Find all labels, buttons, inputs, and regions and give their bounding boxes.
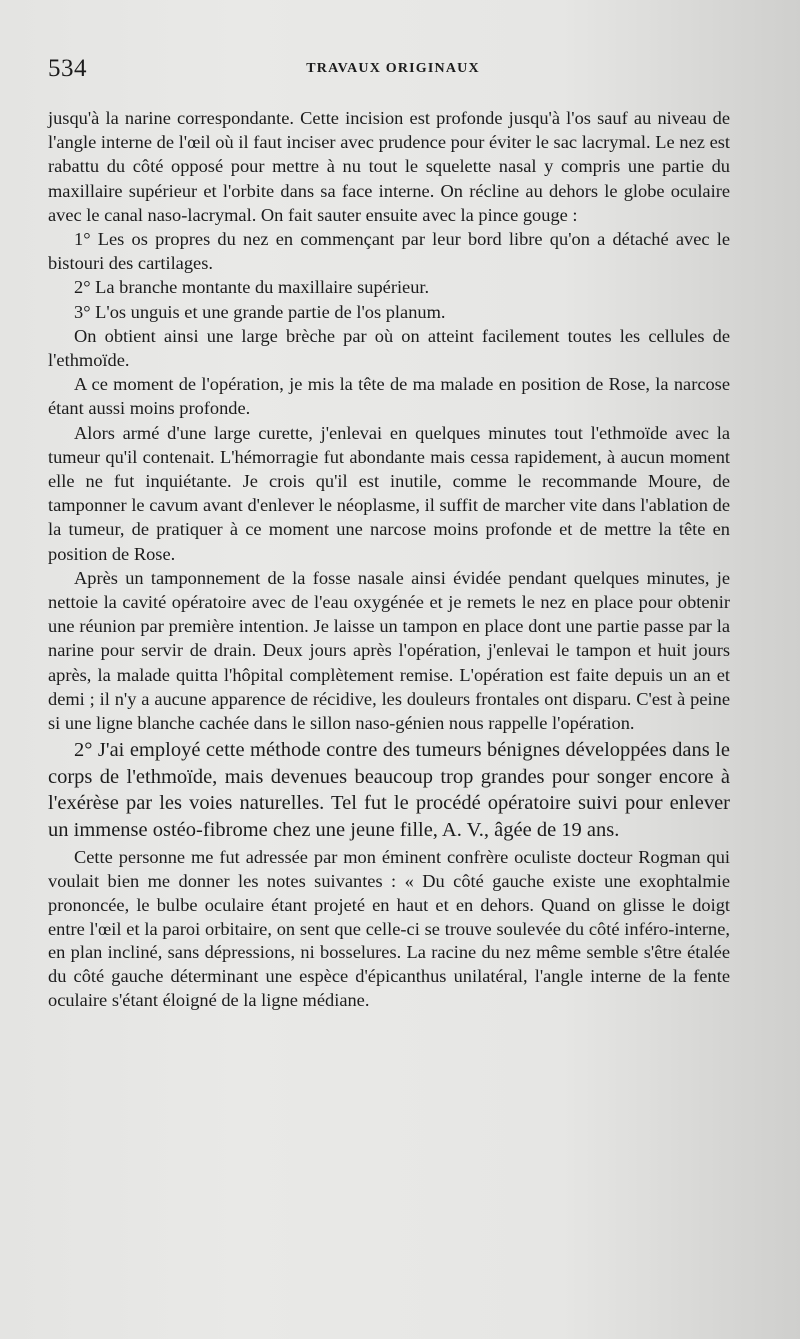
text-block-method xyxy=(48,737,730,843)
paragraph: 2° J'ai employé cette méthode contre des tumeurs bénignes développées dans le corps de l'ethmoïde, mais devenues beaucoup trop grandes pour songer encore à l'exérèse par les voies naturelles. Tel fut le procédé opératoire suivi pour enlever un immense ostéo-fibrome chez une jeune fille, A. V., âgée de 19 ans. xyxy=(48,739,730,841)
paragraph: Après un tamponnement de la fosse nasale ainsi évidée pendant quelques minutes, je nettoie la cavité opératoire avec de l'eau oxygénée et je remets le nez en place pour obtenir une réunion par première intention. Je laisse un tampon en place dont une partie passe par la narine pour servir de drain. Deux jours après l'opération, j'enlevai le tampon et huit jours après, la malade quitta l'hôpital complètement remise. L'opération est faite depuis un an et demi ; il n'y a aucune apparence de récidive, les douleurs frontales ont disparu. C'est à peine si une ligne blanche cachée dans le sillon naso-génien nous rappelle l'opération. xyxy=(48,567,730,734)
paragraph: 3° L'os unguis et une grande partie de l'os planum. xyxy=(74,301,446,322)
paragraph: A ce moment de l'opération, je mis la tête de ma malade en position de Rose, la narcose étant aussi moins profonde. xyxy=(48,374,730,419)
paragraph: Alors armé d'une large curette, j'enlevai en quelques minutes tout l'ethmoïde avec la tumeur qu'il contenait. L'hémorragie fut abondante mais cessa rapidement, à aucun moment elle ne fut inquiétante. Je crois qu'il est inutile, comme le recommande Moure, de tamponner le cavum avant d'enlever le néoplasme, il suffit de marcher vite dans l'ablation de la tumeur, de pratiquer à ce moment une narcose moins profonde et de mettre la tête en position de Rose. xyxy=(48,422,730,564)
text-block-operation xyxy=(48,106,730,735)
paragraph: Cette personne me fut adressée par mon éminent confrère oculiste docteur Rogman qui voulait bien me donner les notes suivantes : « Du côté gauche existe une exophtalmie prononcée, le bulbe oculaire étant projeté en haut et en dehors. Quand on glisse le doigt entre l'œil et la paroi orbitaire, on sent que celle-ci se trouve soulevée du côté inféro-interne, en plan incliné, sans dépressions, ni bosselures. La racine du nez même semble s'être étalée du côté gauche déterminant une espèce d'épicanthus unilatéral, l'angle interne de la fente oculaire s'étant éloigné de la ligne médiane. xyxy=(48,847,730,1011)
page-header xyxy=(48,55,738,95)
running-title: TRAVAUX ORIGINAUX xyxy=(306,61,480,76)
text-block-case xyxy=(48,846,730,1013)
paragraph: On obtient ainsi une large brèche par où on atteint facilement toutes les cellules de l'ethmoïde. xyxy=(48,325,730,371)
paragraph: 2° La branche montante du maxillaire supérieur. xyxy=(74,277,430,298)
paragraph: jusqu'à la narine correspondante. Cette incision est profonde jusqu'à l'os sauf au niveau de l'angle interne de l'œil où il faut inciser avec prudence pour éviter le sac lacrymal. Le nez est rabattu du côté opposé pour mettre à nu tout le squelette nasal y compris une partie du maxillaire supérieur et l'orbite dans sa face interne. On récline au dehors le globe oculaire avec le canal naso-lacrymal. On fait sauter ensuite avec la pince gouge : xyxy=(48,108,730,225)
page-number: 534 xyxy=(48,55,87,82)
paragraph: 1° Les os propres du nez en commençant par leur bord libre qu'on a détaché avec le bistouri des cartilages. xyxy=(48,229,730,274)
body-text xyxy=(48,106,730,1013)
